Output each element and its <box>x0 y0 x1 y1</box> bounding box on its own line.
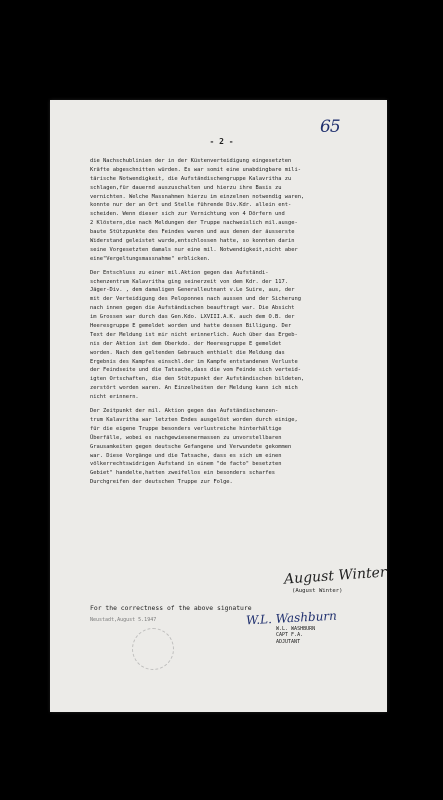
signature-name: (August Winter) <box>292 588 343 594</box>
text-line: für die eigene Truppe besonders verlustreiche hinterhältige <box>90 425 282 432</box>
certifier-signature: W.L. Washburn <box>245 608 338 628</box>
text-line: 2 Klöstern,die nach Meldungen der Truppe nachweislich mil.ausge- <box>90 220 298 227</box>
certifier-rank: CAPT F.A. <box>276 632 304 639</box>
certifier-name: W.L. WASHBURN <box>276 626 316 632</box>
document-body <box>90 157 375 487</box>
text-line: trum Kalavritha war letzten Endes ausgelöst worden durch einige, <box>90 416 298 423</box>
text-line: im Grossen war durch das Gen.Kdo. LXVIII.A.K. auch dem O.B. der <box>90 314 295 321</box>
text-line: Überfälle, wobei es nachgewiesenermassen zu unvorstellbaren <box>90 434 282 441</box>
text-line: vernichten. Welche Massnahmen hierzu im einzelnen notwendig waren, <box>90 193 305 200</box>
text-line: der Feindseite und die Tatsache,dass die vom Feinde sich verteid- <box>90 367 301 374</box>
page-header: - 2 - <box>209 137 234 146</box>
handwritten-signature: August Winter <box>283 564 388 588</box>
text-line: scheiden. Wenn dieser sich zur Vernichtung von 4 Dörfern und <box>90 211 285 218</box>
text-line: Der Entschluss zu einer mil.Aktion gegen das Aufständi- <box>90 269 269 276</box>
certifier-block <box>276 626 315 645</box>
text-line: völkerrechtswidrigen Aufstand in einem "de facto" besetzten <box>90 461 282 468</box>
text-line: worden. Nach dem geltenden Gebrauch enthielt die Meldung das <box>90 349 285 356</box>
text-line: Grausamkeiten gegen deutsche Gefangene und Verwundete gekommen <box>90 443 292 450</box>
date-stamp: Neustadt,August 5.1947 <box>90 617 157 623</box>
text-line: schlagen,für dauernd auszuschalten und hierzu ihre Basis zu <box>90 184 282 191</box>
text-line: schenzentrum Kalavritha ging seinerzeit von dem Kdr. der 117. <box>90 278 288 285</box>
text-line: Jäger-Div. , dem damaligen Generalleutnant v.Le Suire, aus, der <box>90 287 295 294</box>
text-line: nis der Aktion ist dem Oberkdo. der Heeresgruppe E gemeldet <box>90 340 282 347</box>
official-seal <box>132 628 174 670</box>
text-line: tärische Notwendigkeit, die Aufständischengruppe Kalavritha zu <box>90 175 292 182</box>
text-line: nach innen gegen die Aufständischen beauftragt war. Die Absicht <box>90 305 295 312</box>
text-line: war. Diese Vorgänge und die Tatsache, dass es sich um einen <box>90 452 282 459</box>
text-line: igten Ortschaften, die den Stützpunkt der Aufständischen bildeten, <box>90 376 305 383</box>
correctness-line: For the correctness of the above signature <box>90 604 252 612</box>
text-line: Durchgreifen der deutschen Truppe zur Folge. <box>90 479 233 486</box>
text-line: zerstört worden waren. An Einzelheiten der Meldung kann ich mich <box>90 385 298 392</box>
text-line: Text der Meldung ist mir nicht erinnerlich. Auch über das Ergeb- <box>90 331 298 338</box>
text-line: Kräfte abgeschnitten würden. Es war somit eine unabdingbare mili- <box>90 166 301 173</box>
text-line: Ergebnis des Kampfes einschl.der im Kampfe entstandenen Verluste <box>90 358 298 365</box>
text-line: mit der Verteidigung des Peloponnes nach aussen und der Sicherung <box>90 296 301 303</box>
text-line: konnte nur der an Ort und Stelle führende Div.Kdr. allein ent- <box>90 202 292 209</box>
text-line: baute Stützpunkte des Feindes waren und aus denen der äusserste <box>90 229 295 236</box>
text-line: nicht erinnern. <box>90 394 139 401</box>
certifier-title: ADJUTANT <box>276 638 301 645</box>
text-line: Gebiet" handelte,hatten zweifellos ein besonders scharfes <box>90 470 275 477</box>
text-line: seine Vorgesetzten damals nur eine mil. Notwendigkeit,nicht aber <box>90 246 298 253</box>
text-line: Widerstand geleistet wurde,entschlossen hatte, so konnten darin <box>90 238 295 245</box>
text-line: eine"Vergeltungsmassnahme" erblicken. <box>90 255 211 262</box>
text-line: Heeresgruppe E gemeldet worden und hatte dessen Billigung. Der <box>90 323 292 330</box>
handwritten-page-number: 65 <box>320 117 340 137</box>
text-line: Der Zeitpunkt der mil. Aktion gegen das Aufständischenzen- <box>90 408 279 415</box>
text-line: die Nachschublinien der in der Küstenverteidigung eingesetzten <box>90 158 292 164</box>
